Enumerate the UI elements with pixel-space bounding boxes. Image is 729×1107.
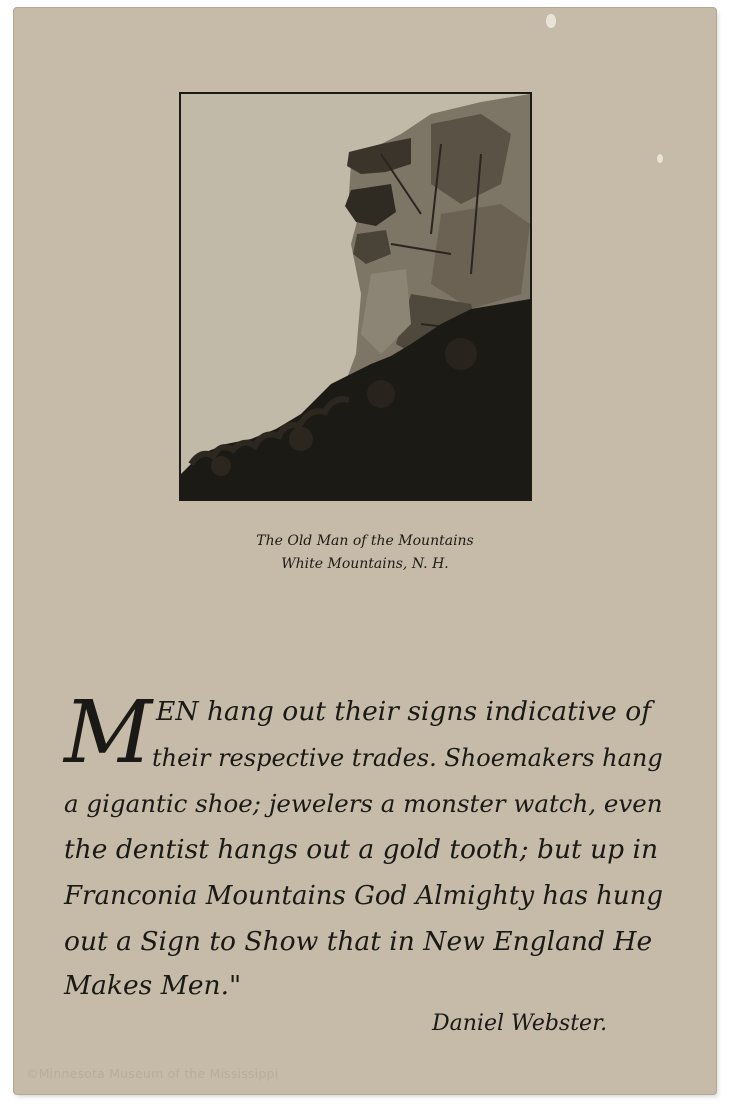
quote-drop-cap: M xyxy=(64,683,153,783)
quote-line: out a Sign to Show that in New England He xyxy=(64,926,653,957)
old-man-photo-image xyxy=(181,94,530,499)
quote-line: a gigantic shoe; jewelers a monster watch, even xyxy=(64,789,663,818)
old-man-photo xyxy=(179,92,532,501)
quote-line: Franconia Mountains God Almighty has hung xyxy=(64,881,664,911)
museum-watermark: ©Minnesota Museum of the Mississippi xyxy=(26,1066,279,1081)
photo-caption-location: White Mountains, N. H. xyxy=(281,556,449,572)
paper-blemish xyxy=(657,154,663,163)
quote-line: the dentist hangs out a gold tooth; but up in xyxy=(64,834,659,865)
paper-blemish xyxy=(546,14,556,28)
quote-line: EN hang out their signs indicative of xyxy=(156,696,652,727)
quote-attribution: Daniel Webster. xyxy=(432,1011,608,1036)
quote-line: Makes Men." xyxy=(64,970,242,1001)
quote-line: their respective trades. Shoemakers hang xyxy=(152,744,663,772)
photo-caption-title: The Old Man of the Mountains xyxy=(256,533,474,549)
